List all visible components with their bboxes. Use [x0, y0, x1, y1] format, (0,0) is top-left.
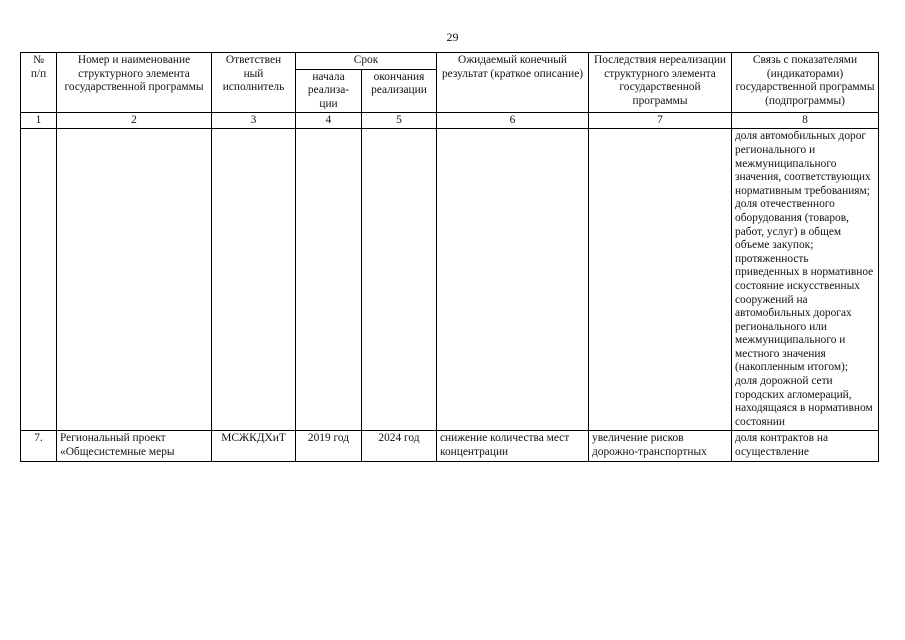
- empty-cell: [362, 129, 437, 431]
- empty-cell: [57, 129, 212, 431]
- table-row-continuation: [21, 129, 879, 431]
- header-term: Срок: [296, 53, 437, 70]
- indicators-cell: доля автомобильных дорог регионального и межмуниципального значения, соответствующих нормативным требованиям; доля отечественного оборудования (товаров, работ, услуг) в общем объеме закупок; протяженность приведенных в нормативное состояние искусственных сооружений на автомобильных дорогах регионального или межмуниципального и местного значения (накопленным итогом); доля дорожной сети городских агломераций, находящаяся в нормативном состоянии: [732, 129, 879, 431]
- empty-cell: [589, 129, 732, 431]
- column-number: 4: [296, 113, 362, 129]
- empty-cell: [296, 129, 362, 431]
- page-number: 29: [446, 30, 459, 44]
- header-end: окончания реализации: [362, 69, 437, 113]
- executor-cell: МСЖКДХиТ: [212, 431, 296, 462]
- column-number: 6: [437, 113, 589, 129]
- element-name-cell: Региональный проект «Общесистемные меры: [57, 431, 212, 462]
- empty-cell: [21, 129, 57, 431]
- header-indicators: Связь с показателями (индикаторами) государственной программы (подпрограммы): [732, 53, 879, 113]
- header-element-name: Номер и наименование структурного элемента государственной программы: [57, 53, 212, 113]
- column-number: 8: [732, 113, 879, 129]
- program-elements-table: [20, 52, 879, 462]
- header-start: начала реализа-ции: [296, 69, 362, 113]
- row-number: 7.: [21, 431, 57, 462]
- header-number: № п/п: [21, 53, 57, 113]
- header-expected-result: Ожидаемый конечный результат (краткое описание): [437, 53, 589, 113]
- header-executor: Ответствен ный исполнитель: [212, 53, 296, 113]
- empty-cell: [212, 129, 296, 431]
- consequences-cell: увеличение рисков дорожно-транспортных: [589, 431, 732, 462]
- column-number: 5: [362, 113, 437, 129]
- start-cell: 2019 год: [296, 431, 362, 462]
- column-number: 7: [589, 113, 732, 129]
- table-row-7: [21, 431, 879, 462]
- column-number: 1: [21, 113, 57, 129]
- indicators-cell: доля контрактов на осуществление: [732, 431, 879, 462]
- column-number: 2: [57, 113, 212, 129]
- header-consequences: Последствия нереализации структурного элемента государственной программы: [589, 53, 732, 113]
- column-number-row: [21, 113, 879, 129]
- end-cell: 2024 год: [362, 431, 437, 462]
- column-number: 3: [212, 113, 296, 129]
- empty-cell: [437, 129, 589, 431]
- result-cell: снижение количества мест концентрации: [437, 431, 589, 462]
